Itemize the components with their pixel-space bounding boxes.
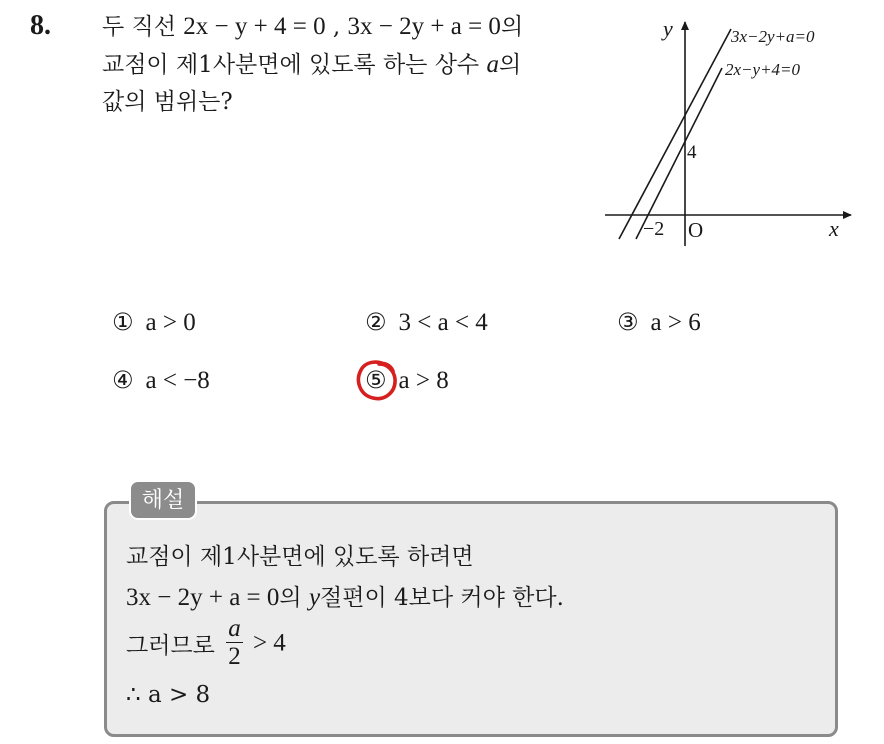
question-line-1 xyxy=(102,8,592,46)
solution-line-3 xyxy=(126,616,286,671)
question-text xyxy=(102,8,592,121)
line-3x-2y-a xyxy=(619,29,731,239)
y-intercept-label: 4 xyxy=(687,142,697,163)
question-line-2-prefix: 교점이 제1사분면에 있도록 하는 상수 xyxy=(102,52,487,78)
solution-line-1: 교점이 제1사분면에 있도록 하려면 xyxy=(126,544,474,570)
solution-variable-y: y xyxy=(308,584,321,611)
choice-1[interactable] xyxy=(112,308,196,337)
choice-1-expression: a > 0 xyxy=(145,309,196,336)
choice-3[interactable] xyxy=(617,308,701,337)
solution-tag: 해설 xyxy=(129,480,197,520)
question-line-3: 값의 범위는? xyxy=(102,89,233,115)
choice-2-number: ② xyxy=(365,308,387,336)
fraction-a-over-2 xyxy=(226,616,243,671)
choice-1-number: ① xyxy=(112,308,134,336)
constant-a: a xyxy=(486,51,499,78)
x-intercept-label: −2 xyxy=(643,218,665,240)
origin-label: O xyxy=(688,218,704,242)
choice-2[interactable] xyxy=(365,308,488,337)
question-line-1-separator: , xyxy=(325,14,348,40)
solution-line-2-suffix: 절편이 4보다 커야 한다. xyxy=(320,585,564,611)
solution-line-2 xyxy=(126,579,564,612)
question-line-2 xyxy=(102,46,592,84)
choice-4-expression: a < −8 xyxy=(145,367,210,394)
equation-line-2: 3x − 2y + a = 0 xyxy=(347,13,501,40)
line-2x-y-4 xyxy=(636,68,722,239)
solution-equation: 3x − 2y + a = 0 xyxy=(126,584,280,611)
solution-conclusion: ∴ a > 8 xyxy=(126,682,211,708)
label-2x-y-4: 2x−y+4=0 xyxy=(725,60,801,79)
choice-3-expression: a > 6 xyxy=(650,309,701,336)
question-line-1-prefix: 두 직선 xyxy=(102,14,184,40)
choice-4-number: ④ xyxy=(112,366,134,394)
choice-5-expression: a > 8 xyxy=(398,367,449,394)
question-line-1-suffix: 의 xyxy=(500,14,524,40)
question-line-2-suffix: 의 xyxy=(498,52,522,78)
choice-5-number: ⑤ xyxy=(365,366,387,394)
choice-4[interactable] xyxy=(112,366,210,395)
y-axis-label: y xyxy=(663,16,673,41)
equation-line-1: 2x − y + 4 = 0 xyxy=(183,13,326,40)
choice-3-number: ③ xyxy=(617,308,639,336)
coordinate-graph xyxy=(605,18,860,250)
choice-2-expression: 3 < a < 4 xyxy=(398,309,488,336)
x-axis-label: x xyxy=(829,216,839,241)
fraction-numerator: a xyxy=(228,615,241,642)
question-number: 8. xyxy=(30,10,51,41)
solution-line-3-inequality: > 4 xyxy=(246,629,286,657)
label-3x-2y-a: 3x−2y+a=0 xyxy=(731,27,815,46)
fraction-denominator: 2 xyxy=(228,643,241,670)
answer-circle-stroke xyxy=(358,362,395,399)
answer-circle-mark xyxy=(352,356,402,406)
solution-line-3-prefix: 그러므로 xyxy=(126,633,223,659)
solution-line-2-particle: 의 xyxy=(279,585,309,611)
